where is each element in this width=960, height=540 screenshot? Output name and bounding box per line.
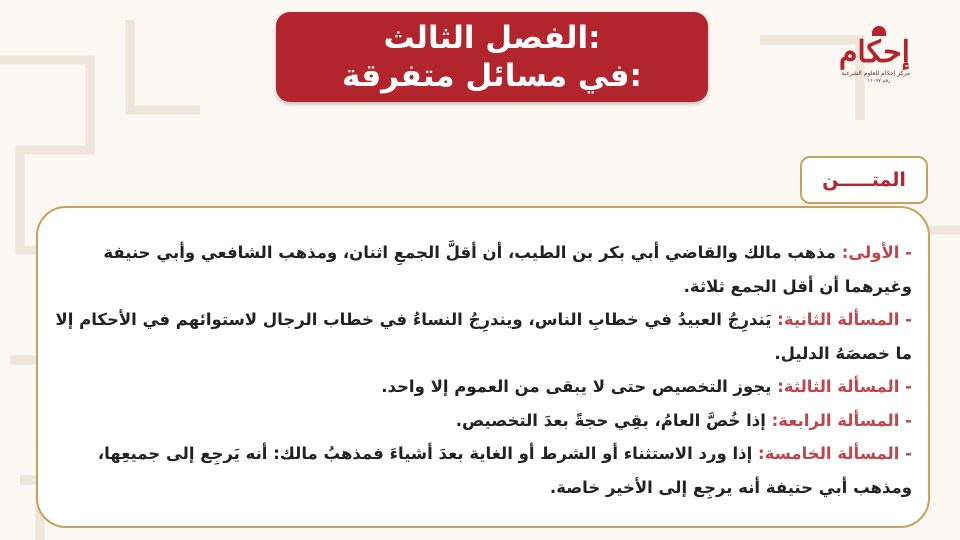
issue-text: إذا ورد الاستثناء أو الشرط أو الغاية بعدَ أشياءَ فمذهبُ مالك: أنه يَرجِع إلى جميعِها، ومذهب أبي حنيفة أنه يرجِع إلى الأخير خاصة. [97,444,912,497]
logo [838,26,910,98]
issue-item: - المسألة الثانية: يَندرِجُ العبيدُ في خطابِ الناس، ويندرِجُ النساءُ في خطاب الرجال لاستوائهم في الأحكام إلا ما خصصَهُ الدليل. [55,310,912,363]
issue-text: يجوز التخصيص حتى لا يبقى من العموم إلا واحد. [381,377,772,396]
logo-subtitle2: رقم ١١٠٩٧ [867,78,891,84]
matn-content-box [36,206,930,528]
issue-item: - المسألة الرابعة: إذا خُصَّ العامُ، بقِي حجةً بعدَ التخصيص. [455,410,912,430]
chapter-title-line1: الفصل الثالث: [383,20,601,56]
section-label-box [800,156,928,204]
issue-item: - الأولى: مذهب مالك والقاضي أبي بكر بن الطيب، أن أقلَّ الجمعِ اثنان، ومذهب الشافعي وأبي حنيفة وغيرهما أن أقل الجمع ثلاثة. [103,243,912,296]
issue-item: - المسألة الخامسة: إذا ورد الاستثناء أو الشرط أو الغاية بعدَ أشياءَ فمذهبُ مالك: أنه يَرجِع إلى جميعِها، ومذهب أبي حنيفة أنه يرجِع إلى الأخير خاصة. [97,444,912,497]
issue-label: المسألة الرابعة: [771,410,900,430]
issue-text: مذهب مالك والقاضي أبي بكر بن الطيب، أن أقلَّ الجمعِ اثنان، ومذهب الشافعي وأبي حنيفة وغيرهما أن أقل الجمع ثلاثة. [103,243,912,296]
issue-text: يَندرِجُ العبيدُ في خطابِ الناس، ويندرِجُ النساءُ في خطاب الرجال لاستوائهم في الأحكام إلا ما خصصَهُ الدليل. [55,310,912,363]
issue-label: المسألة الثالثة: [777,377,900,396]
issue-item: - المسألة الثالثة: يجوز التخصيص حتى لا يبقى من العموم إلا واحد. [381,377,912,396]
logo-mark: إحكام [838,35,910,70]
chapter-title-line2: في مسائل متفرقة: [342,58,642,94]
issue-label: الأولى: [841,243,900,262]
issue-text: إذا خُصَّ العامُ، بقِي حجةً بعدَ التخصيص. [455,410,766,430]
issue-label: المسألة الثانية: [777,310,900,329]
logo-subtitle: مركز إحكام للعلوم الشرعية [841,70,910,77]
section-label: المتـــــن [822,169,906,191]
chapter-title-box [276,12,708,102]
issue-label: المسألة الخامسة: [758,444,900,463]
